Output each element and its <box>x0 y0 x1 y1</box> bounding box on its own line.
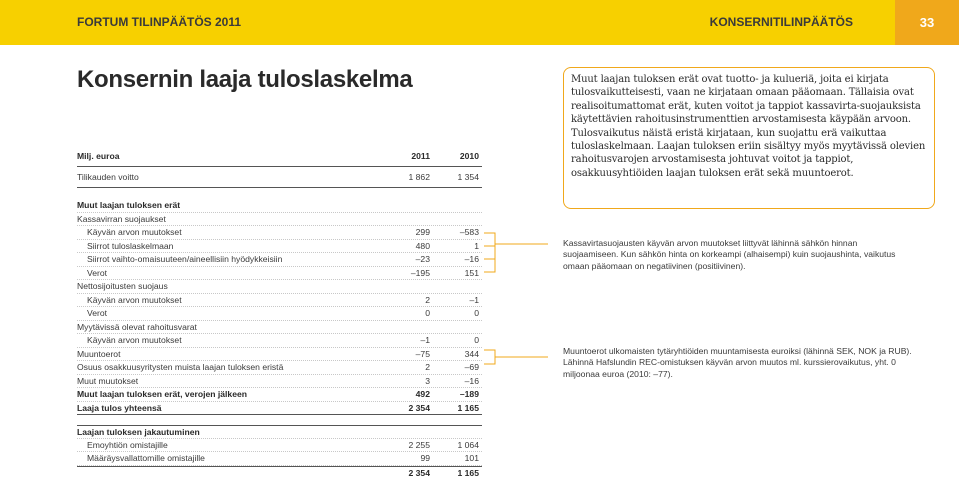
table-row <box>77 348 482 362</box>
value-2011: –75 <box>415 348 430 359</box>
row-label: Muut laajan tuloksen erät <box>77 200 181 210</box>
value-2010: –16 <box>464 375 479 386</box>
row-label: Määräysvallattomille omistajille <box>87 453 205 463</box>
row-label: Muut laajan tuloksen erät, verojen jälkeen <box>77 389 248 399</box>
value-2010: 0 <box>474 335 479 345</box>
table-row <box>77 439 482 453</box>
value-2010: –1 <box>469 294 479 305</box>
value-2011: –1 <box>420 335 430 345</box>
section-title: KONSERNITILINPÄÄTÖS <box>709 15 853 29</box>
total-row <box>77 402 482 416</box>
connector-line-hedging <box>484 259 495 272</box>
section-heading-row <box>77 199 482 213</box>
connector-line-hedging <box>484 233 503 244</box>
value-2010: 1 165 <box>457 402 479 413</box>
row-label: Nettosijoitusten suojaus <box>77 281 168 291</box>
section-heading-row <box>77 425 482 439</box>
row-label: Käyvän arvon muutokset <box>87 227 182 237</box>
table-row <box>77 294 482 308</box>
value-2010: –69 <box>464 362 479 372</box>
value-2010: –583 <box>459 227 479 237</box>
value-2011: 480 <box>415 240 430 251</box>
table-row <box>77 253 482 267</box>
subsection-row <box>77 321 482 335</box>
row-label: Tilikauden voitto <box>77 172 139 182</box>
table-row <box>77 226 482 240</box>
value-2010: 1 064 <box>457 439 479 450</box>
subtotal-row <box>77 388 482 402</box>
value-2011: 2 354 <box>408 402 430 413</box>
page-number: 33 <box>895 0 959 45</box>
note-translation: Muuntoerot ulkomaisten tytäryhtiöiden muuntamisesta euroiksi (lähinnä SEK, NOK ja RUB). Lähinnä Hafslundin REC-omistuksen käyvän arvon muutos ml. kurssierovaikutus, yht. 0 miljoonaa euroa (2010: –77). <box>563 346 912 379</box>
value-2010: 0 <box>474 308 479 318</box>
value-2010: 1 354 <box>457 172 479 182</box>
connector-line-translation <box>484 357 495 364</box>
row-label: Laajan tuloksen jakautuminen <box>77 427 200 437</box>
table-header-row <box>77 146 482 167</box>
value-2011: 99 <box>420 453 430 463</box>
connector-line-translation <box>484 350 503 357</box>
distribution-table <box>77 425 482 479</box>
value-2011: 2 255 <box>408 439 430 450</box>
value-2011: 2 354 <box>408 467 430 478</box>
table-row <box>77 267 482 281</box>
row-label: Käyvän arvon muutokset <box>87 335 182 345</box>
value-2010: 101 <box>464 453 479 463</box>
table-row <box>77 361 482 375</box>
row-label: Myytävissä olevat rahoitusvarat <box>77 321 197 332</box>
value-2010: 1 <box>474 240 479 251</box>
value-2011: –23 <box>415 254 430 264</box>
row-label: Verot <box>87 308 108 318</box>
note-hedging: Kassavirtasuojausten käyvän arvon muutokset liittyvät lähinnä sähkön hinnan suojaamiseen. Kun sähkön hinta on korkeampi (alhaisempi) kuin suojaushinta, vaikutus omaan pääomaan on negatiivinen (positiivinen). <box>563 238 896 271</box>
page-header <box>0 0 959 45</box>
table-row <box>77 307 482 321</box>
connector-line-hedging <box>484 246 495 259</box>
page-title: Konsernin laaja tuloslaskelma <box>77 66 413 93</box>
row-label: Muuntoerot <box>77 348 121 359</box>
row-label: Siirrot tuloslaskelmaan <box>87 240 174 251</box>
connector-line-hedging <box>484 244 495 246</box>
row-label: Siirrot vaihto-omaisuuteen/aineellisiin hyödykkeisiin <box>87 254 283 264</box>
table-row <box>77 240 482 254</box>
value-2011: 3 <box>425 375 430 386</box>
value-2011: 1 862 <box>408 172 430 182</box>
value-2010: –189 <box>459 389 479 399</box>
row-label: Muut muutokset <box>77 375 139 386</box>
value-2010: 344 <box>464 348 479 359</box>
table-row <box>77 334 482 348</box>
row-label: Käyvän arvon muutokset <box>87 294 182 305</box>
report-title: FORTUM TILINPÄÄTÖS 2011 <box>77 15 242 29</box>
value-2011: 299 <box>415 227 430 237</box>
table-row <box>77 375 482 389</box>
column-header-2010: 2010 <box>459 151 479 161</box>
table-row <box>77 452 482 466</box>
value-2011: 0 <box>425 308 430 318</box>
row-label: Laaja tulos yhteensä <box>77 402 162 413</box>
value-2011: 492 <box>415 389 430 399</box>
value-2010: –16 <box>464 254 479 264</box>
value-2010: 1 165 <box>457 467 479 478</box>
unit-label: Milj. euroa <box>77 151 120 161</box>
row-label: Emoyhtiön omistajille <box>87 439 168 450</box>
subsection-row <box>77 280 482 294</box>
value-2011: –195 <box>410 267 430 278</box>
column-header-2011: 2011 <box>411 151 430 161</box>
header-bar <box>0 0 895 45</box>
subsection-row <box>77 213 482 227</box>
comprehensive-income-table <box>77 199 482 415</box>
info-box: Muut laajan tuloksen erät ovat tuotto- ja kulueriä, joita ei kirjata tulosvaikutteisesti, vaan ne kirjataan omaan pääomaan. Tällaisia ovat realisoitumattomat erät, kuten voitot ja tappiot kassavirta-suojauksista käytettävien rahoitusinstrumenttien arvostamisesta käypään arvoon. Tulosvaikutus näistä eristä kirjataan, kun suojattu erä vaikuttaa tuloslaskelmaan. Laajan tuloksen eriin sisältyy myös myytävissä olevien rahoitusvarojen arvostamisesta johtuvat voitot ja tappiot, osakkuusyhtiöiden laajan tuloksen erät sekä muuntoerot. <box>563 67 935 209</box>
row-label: Verot <box>87 267 108 278</box>
total-row <box>77 466 482 480</box>
table-row <box>77 167 482 188</box>
value-2010: 151 <box>464 267 479 278</box>
profit-table <box>77 146 482 188</box>
row-label: Osuus osakkuusyritysten muista laajan tuloksen eristä <box>77 362 284 372</box>
value-2011: 2 <box>425 362 430 372</box>
row-label: Kassavirran suojaukset <box>77 213 166 224</box>
value-2011: 2 <box>425 294 430 305</box>
